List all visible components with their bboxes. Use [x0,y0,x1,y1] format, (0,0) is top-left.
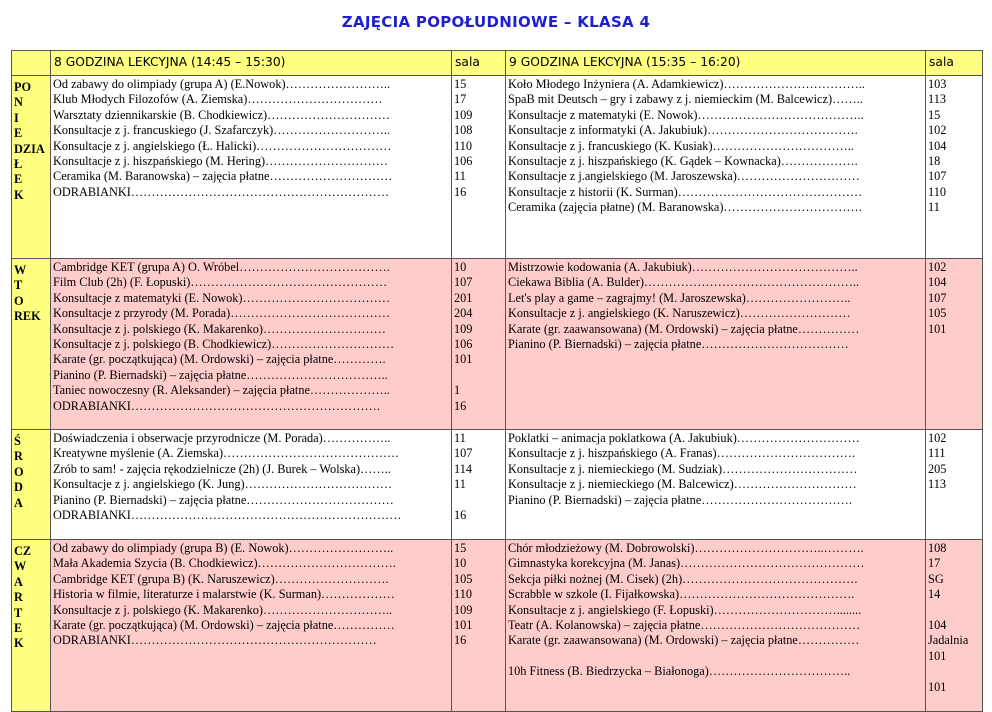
day-label-letter: R [14,590,23,605]
day-label-wednesday [12,430,51,540]
room-number: 107 [928,290,947,305]
activity-entry: Karate (gr. zaawansowana) (M. Ordowski) – zajęcia płatne…………… [508,633,860,648]
header-hour-9: 9 GODZINA LEKCYJNA (15:35 – 16:20) [506,51,926,76]
day-label-letter: E [14,126,23,141]
activity-entry: Ceramika (M. Baranowska) – zajęcia płatne………………………… [53,169,393,184]
room-number: 17 [928,556,941,571]
activity-entry: Gimnastyka korekcyjna (M. Janas)……………………………………… [508,556,865,571]
activity-entry: Let's play a game – zagrajmy! (M. Jaroszewska)…………………….. [508,290,851,305]
activity-entry: Karate (gr. początkująca) (M. Ordowski) – zajęcia płatne…………… [53,617,395,632]
activity-entry: Zrób to sam! - zajęcia rękodzielnicze (2h) (J. Burek – Wolska)…….. [53,461,391,476]
room-number: Jadalnia [928,633,969,648]
room-number: 113 [928,92,946,107]
activity-entry: Pianino (P. Biernadski) – zajęcia płatne……………………………… [53,492,394,507]
room-number: 107 [454,446,473,461]
day-label-letter: T [14,278,23,293]
day-label-letter: N [14,95,23,110]
room-number: 18 [928,153,941,168]
hour-9-rooms [926,430,983,540]
day-label-letter: W [14,559,27,574]
hour-9-rooms [926,259,983,430]
activity-entry [508,680,925,695]
room-number: 107 [928,169,947,184]
day-label-letter: K [14,636,24,651]
activity-entry: Konsultacje z j. hiszpańskiego (M. Hering)………………………… [53,153,389,168]
day-label-letter: DZIA [14,141,45,156]
activity-entry: SpaB mit Deutsch – gry i zabawy z j. niemieckim (M. Balcewicz)…….. [508,92,863,107]
activity-entry: Pianino (P. Biernadski) – zajęcia płatne………………………………. [508,492,852,507]
room-number: 11 [454,169,466,184]
room-number: 16 [454,398,467,413]
day-row-thursday [12,540,983,712]
room-number: 205 [928,461,947,476]
room-number: 103 [928,77,947,91]
activity-entry: Konsultacje z j. angielskiego (K. Naruszewicz)……………………… [508,306,851,321]
schedule-table [11,50,983,712]
activity-entry: Pianino (P. Biernadski) – zajęcia płatne…………………………….. [53,367,388,382]
room-number: 15 [454,541,467,555]
day-label-letter: CZ [14,544,32,558]
activity-entry: 10h Fitness (B. Biedrzycka – Białonoga)…………………………….. [508,664,851,679]
day-label-tuesday [12,259,51,430]
room-number: 104 [928,138,947,153]
activity-entry: Konsultacje z informatyki (A. Jakubiuk)………………………………. [508,123,858,138]
room-number: 16 [454,633,467,648]
room-number: 114 [454,461,472,476]
activity-entry: Chór młodzieżowy (M. Dobrowolski)…………………………..………. [508,541,864,555]
activity-entry: Historia w filmie, literaturze i malarstwie (K. Surman)……………… [53,587,395,602]
room-number: 101 [928,648,947,663]
activity-entry: Konsultacje z j. francuskiego (J. Szafarczyk)……………………….. [53,123,391,138]
activity-entry: ODRABIANKI…………………………………………………… [53,633,377,648]
room-number: 101 [928,679,947,694]
day-label-thursday [12,540,51,712]
room-number: 201 [454,290,473,305]
header-day-cell [12,51,51,76]
activity-entry: Poklatki – animacja poklatkowa (A. Jakubiuk)………………………… [508,431,860,445]
header-room-8: sala [452,51,506,76]
activity-entry: Konsultacje z j. polskiego (B. Chodkiewicz)………………………… [53,336,395,351]
room-number: 204 [454,306,473,321]
room-number: 102 [928,260,947,274]
room-number [454,493,505,508]
activity-entry: Konsultacje z j. hiszpańskiego (K. Gądek – Kownacka)………………. [508,153,858,168]
room-number: 110 [928,184,946,199]
room-number: 108 [454,123,473,138]
room-number: 11 [454,431,466,445]
room-number: 105 [454,571,473,586]
header-row [12,51,983,76]
activity-entry [508,649,925,664]
activity-entry: Konsultacje z matematyki (E. Nowok)………………………………….. [508,107,864,122]
room-number [928,337,982,352]
hour-8-activities [51,430,452,540]
room-number: 16 [454,184,467,199]
activity-entry: Konsultacje z j.angielskiego (M. Jaroszewska)………………………… [508,169,860,184]
day-label-letter: Ś [14,434,21,448]
room-number: 15 [928,107,941,122]
room-number: 10 [454,260,467,274]
room-number: 111 [928,446,946,461]
activity-entry: Konsultacje z historii (K. Surman)……………………………………… [508,184,863,199]
day-label-letter: PO [14,80,32,94]
activity-entry: Ceramika (zajęcia płatne) (M. Baranowska)……………………………. [508,200,862,215]
hour-8-rooms [452,259,506,430]
activity-entry: Taniec nowoczesny (R. Aleksander) – zajęcia płatne……………….. [53,383,390,398]
page-title: ZAJĘCIA POPOŁUDNIOWE – KLASA 4 [341,13,651,31]
day-label-letter: R [14,449,23,464]
activity-entry: Mistrzowie kodowania (A. Jakubiuk)………………………………….. [508,260,858,274]
room-number: 102 [928,431,947,445]
activity-entry: Cambridge KET (grupa A) O. Wróbel………………………………. [53,260,390,274]
day-label-monday [12,76,51,259]
activity-entry: Pianino (P. Biernadski) – zajęcia płatne……………………………… [508,336,849,351]
room-number: 107 [454,275,473,290]
header-hour-8: 8 GODZINA LEKCYJNA (14:45 – 15:30) [51,51,452,76]
activity-entry: ODRABIANKI……………………………………………………. [53,398,380,413]
day-label-letter: D [14,480,23,495]
room-number: 113 [928,477,946,492]
activity-entry: Konsultacje z j. niemieckiego (M. Balcewicz)………………………… [508,477,857,492]
activity-entry: ODRABIANKI………………………………………………………… [53,507,402,522]
activity-entry: Karate (gr. zaawansowana) (M. Ordowski) – zajęcia płatne…………… [508,321,860,336]
hour-8-rooms [452,430,506,540]
hour-8-rooms [452,540,506,712]
day-row-tuesday [12,259,983,430]
activity-entry: Teatr (A. Kolanowska) – zajęcia płatne………………………………… [508,617,861,632]
room-number: 105 [928,306,947,321]
room-number [928,493,982,508]
activity-entry: Koło Młodego Inżyniera (A. Adamkiewicz)…………………………….. [508,77,865,91]
header-room-9: sala [926,51,983,76]
activity-entry: Karate (gr. początkująca) (M. Ordowski) – zajęcia płatne…………. [53,352,386,367]
day-label-letter: T [14,605,23,620]
activity-entry: Kreatywne myślenie (A. Ziemska)……………………………………. [53,446,399,461]
activity-entry: Konsultacje z j. angielskiego (Ł. Halicki)…………………………… [53,138,392,153]
hour-9-activities [506,540,926,712]
day-label-letter: E [14,172,23,187]
room-number: 106 [454,153,473,168]
room-number: 104 [928,617,947,632]
activity-entry: Scrabble w szkole (I. Fijałkowska)……………………………………. [508,587,855,602]
day-label-letter: I [14,110,19,125]
day-label-letter: K [14,187,24,202]
activity-entry: Konsultacje z j. niemieckiego (M. Sudziak)…………………………… [508,461,858,476]
hour-9-activities [506,430,926,540]
activity-entry: Sekcja piłki nożnej (M. Cisek) (2h)……………………………………. [508,571,858,586]
activity-entry: Konsultacje z matematyki (E. Nowok)……………………………… [53,290,391,305]
room-number: 109 [454,602,473,617]
room-number: 106 [454,336,473,351]
activity-entry: Konsultacje z j. angielskiego (K. Jung)……………………………… [53,477,393,492]
room-number: 101 [928,321,947,336]
hour-9-activities [506,259,926,430]
day-label-letter: W [14,263,27,277]
day-label-letter: A [14,574,23,589]
activity-entry: Film Club (2h) (F. Łopuski)………………………………………… [53,275,388,290]
day-label-letter: REK [14,309,41,324]
activity-entry: ODRABIANKI……………………………………………………… [53,184,390,199]
room-number: 10 [454,556,467,571]
room-number: 101 [454,617,473,632]
activity-entry: Konsultacje z j. polskiego (K. Makarenko)………………………… [53,321,386,336]
day-label-letter: E [14,621,23,636]
room-number: 109 [454,107,473,122]
room-number: 101 [454,352,473,367]
hour-9-activities [506,76,926,259]
room-number: 1 [454,383,461,398]
hour-9-rooms [926,76,983,259]
room-number: SG [928,571,944,586]
activity-entry: Konsultacje z przyrody (M. Porada)………………………………… [53,306,391,321]
room-number [928,664,982,679]
hour-8-rooms [452,76,506,259]
activity-entry: Ciekawa Biblia (A. Bulder)…………………………………………….. [508,275,860,290]
day-label-letter: O [14,293,24,308]
activity-entry: Konsultacje z j. polskiego (K. Makarenko)………………………….. [53,602,393,617]
room-number: 110 [454,138,472,153]
day-label-letter: O [14,464,24,479]
room-number: 110 [454,587,472,602]
day-row-monday [12,76,983,259]
hour-8-activities [51,76,452,259]
room-number: 16 [454,507,467,522]
room-number [454,368,505,383]
day-label-letter: Ł [14,157,23,172]
activity-entry: Konsultacje z j. hiszpańskiego (A. Franas)……………………………. [508,446,855,461]
room-number: 11 [928,200,940,215]
hour-9-rooms [926,540,983,712]
room-number: 15 [454,77,467,91]
room-number: 14 [928,587,941,602]
room-number: 11 [454,477,466,492]
room-number: 102 [928,123,947,138]
activity-entry: Od zabawy do olimpiady (grupa B) (E. Nowok)…………………….. [53,541,394,555]
activity-entry: Od zabawy do olimpiady (grupa A) (E.Nowok)…………………….. [53,77,391,91]
hour-8-activities [51,259,452,430]
activity-entry: Doświadczenia i obserwacje przyrodnicze (M. Porada)…………….. [53,431,391,445]
room-number: 17 [454,92,467,107]
room-number: 108 [928,541,947,555]
activity-entry: Konsultacje z j. francuskiego (K. Kusiak)…………………………….. [508,138,854,153]
room-number: 109 [454,321,473,336]
activity-entry: Mała Akademia Szycia (B. Chodkiewicz)……………………………. [53,556,396,571]
activity-entry: Klub Młodych Filozofów (A. Ziemska)…………………………… [53,92,383,107]
room-number [928,603,982,618]
activity-entry: Warsztaty dziennikarskie (B. Chodkiewicz)………………………… [53,107,391,122]
day-row-wednesday [12,430,983,540]
day-label-letter: A [14,495,23,510]
activity-entry: Konsultacje z j. angielskiego (F. Łopuski)…………………………........ [508,602,862,617]
activity-entry: Cambridge KET (grupa B) (K. Naruszewicz)………………………. [53,571,389,586]
hour-8-activities [51,540,452,712]
room-number: 104 [928,275,947,290]
